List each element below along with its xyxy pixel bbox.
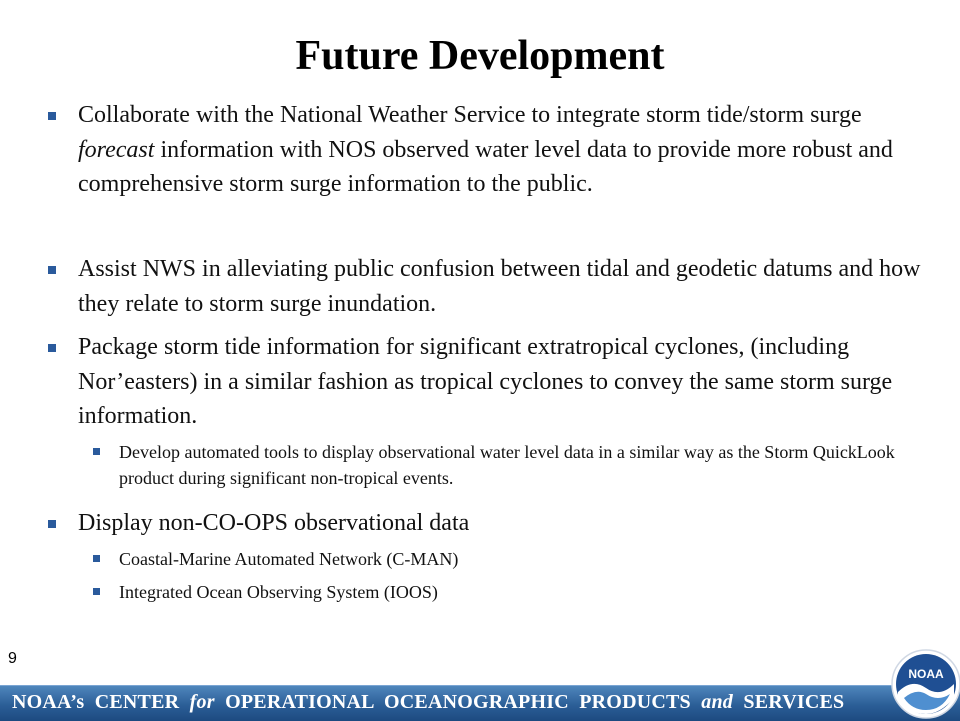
subbullet-text: Develop automated tools to display observational water level data in a similar way as the Storm QuickLook product during significant non-tropical events. bbox=[119, 442, 895, 488]
logo-text: NOAA bbox=[908, 667, 944, 681]
page-number: 9 bbox=[8, 650, 17, 667]
subbullet-text: Integrated Ocean Observing System (IOOS) bbox=[119, 582, 438, 602]
footer-text-italic: for bbox=[189, 691, 215, 713]
footer-title bbox=[12, 691, 844, 714]
subbullet-marker bbox=[93, 588, 100, 595]
noaa-logo-icon bbox=[890, 648, 960, 720]
subbullet-marker bbox=[93, 555, 100, 562]
bullet-text: Collaborate with the National Weather Service to integrate storm tide/storm surge bbox=[78, 102, 862, 128]
bullet-marker bbox=[48, 112, 56, 120]
subbullet-cman bbox=[119, 547, 929, 573]
bullet-collaborate bbox=[78, 98, 930, 202]
bullet-marker bbox=[48, 344, 56, 352]
footer-bar bbox=[0, 685, 960, 721]
bullet-marker bbox=[48, 520, 56, 528]
footer-text-part: OPERATIONAL OCEANOGRAPHIC PRODUCTS bbox=[214, 691, 702, 713]
bullet-emphasis: forecast bbox=[78, 136, 155, 163]
subbullet-ioos bbox=[119, 580, 929, 606]
bullet-text-cont: information with NOS observed water level data to provide more robust and comprehensive storm surge information to the public. bbox=[78, 136, 893, 197]
footer-text-part: SERVICES bbox=[733, 691, 845, 713]
bullet-text: Display non-CO-OPS observational data bbox=[78, 510, 470, 536]
slide-title: Future Development bbox=[295, 33, 665, 79]
footer-text-part: NOAA’s CENTER bbox=[12, 691, 190, 713]
subbullet-marker bbox=[93, 448, 100, 455]
bullet-text: Package storm tide information for significant extratropical cyclones, (including Nor’easters) in a similar fashion as tropical cyclones to convey the same storm surge information. bbox=[78, 334, 893, 429]
subbullet-text: Coastal-Marine Automated Network (C-MAN) bbox=[119, 549, 459, 569]
bullet-display-non-coops bbox=[78, 506, 930, 541]
bullet-package-storm-tide bbox=[78, 330, 930, 434]
bullet-text: Assist NWS in alleviating public confusion between tidal and geodetic datums and how they relate to storm surge inundation. bbox=[78, 256, 921, 317]
subbullet-automated-tools bbox=[119, 440, 929, 491]
bullet-assist-nws bbox=[78, 252, 930, 321]
bullet-marker bbox=[48, 266, 56, 274]
footer-text-italic: and bbox=[701, 691, 733, 713]
